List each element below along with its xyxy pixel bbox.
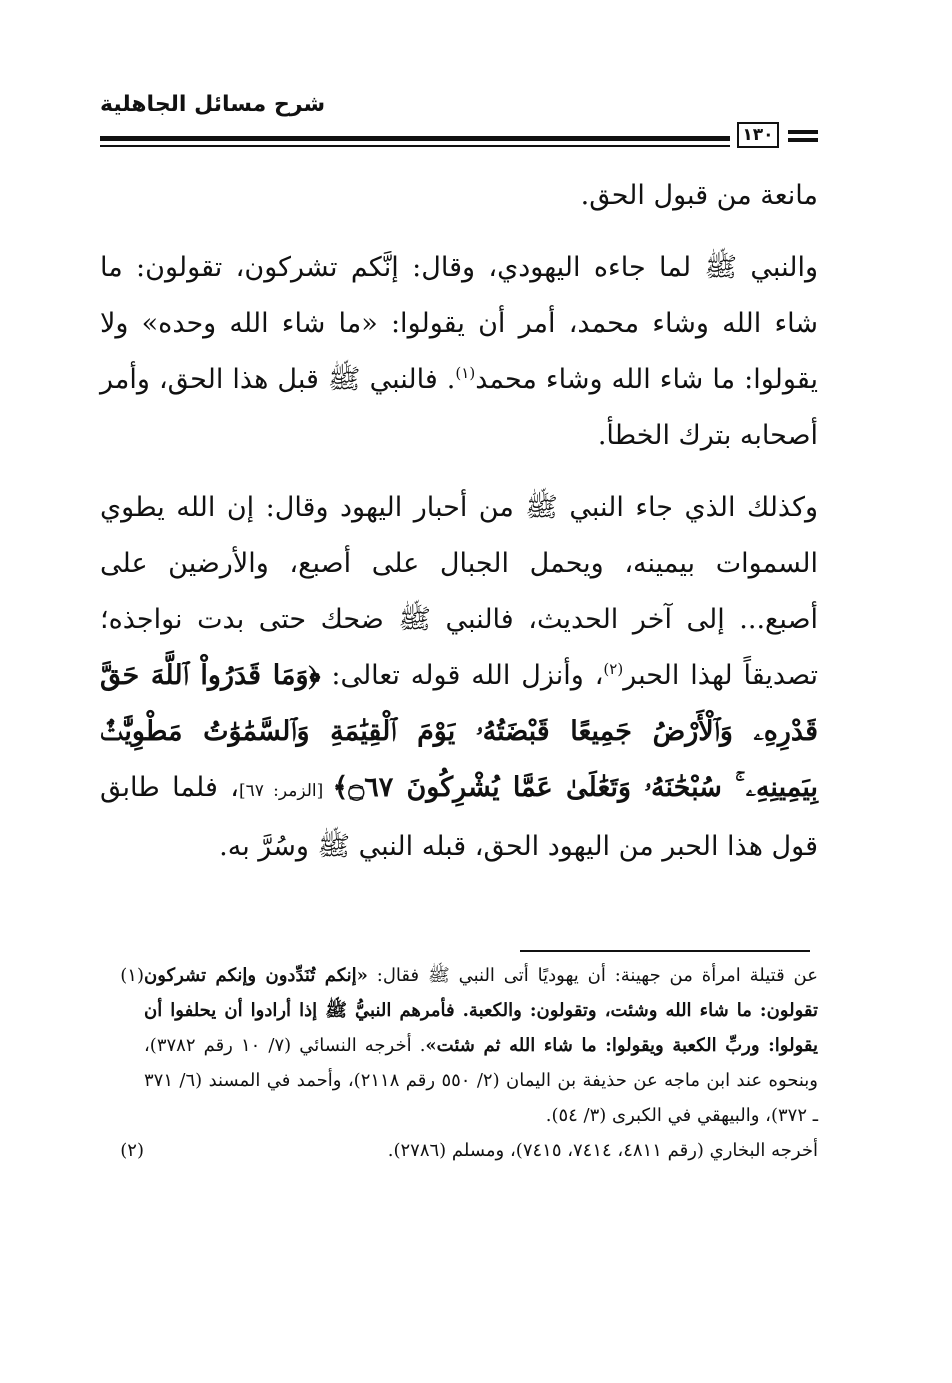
paragraph-3-text-a: وكذلك الذي جاء النبي ﷺ من أحبار اليهود وقال: إن الله يطوي السموات بيمينه، ويحمل الجبال على أصبع، والأرضين على أصبع... إلى آخر الحديث، فالنبي ﷺ ضحك حتى بدت نواجذه؛ تصديقاً لهذا الحبر [100,492,819,691]
footnote-ref-1[interactable]: (١) [455,364,476,382]
footnote-1-text-a: عن قتيلة امرأة من جهينة: أن يهوديًا أتى النبي ﷺ فقال: [367,965,818,986]
header-ornament-top [788,130,818,134]
footnote-1-text [144,958,818,1133]
footnote-separator [520,950,810,952]
footnote-2-number: (٢) [120,1140,144,1161]
header-ornament-bottom [788,138,818,142]
page-header [100,92,820,154]
paragraph-2-text-b: . فالنبي ﷺ قبل هذا الحق، وأمر أصحابه بترك الخطأ. [100,364,818,451]
paragraph-2-text-a: والنبي ﷺ لما جاءه اليهودي، وقال: إنَّكم تشركون، تقولون: ما شاء الله وشاء محمد، أمر أن يقولوا: «ما شاء الله وحده» ولا يقولوا: ما شاء الله وشاء محمد [100,252,818,395]
book-title: شرح مسائل الجاهلية [100,92,326,117]
footnote-1 [100,958,818,1133]
header-rule-thin [100,145,730,147]
paragraph-3 [100,480,818,875]
paragraph-1: مانعة من قبول الحق. [580,180,818,211]
paragraph-3-text-c: ، فلما طابق قول هذا الحبر من اليهود الحق، قبله النبي ﷺ وسُرَّ به. [100,772,818,862]
main-text [100,168,818,875]
footnote-2-text: أخرجه البخاري (رقم ٤٨١١، ٧٤١٤، ٧٤١٥)، ومسلم (٢٧٨٦). [387,1140,818,1161]
paragraph-3-text-b: ، وأنزل الله قوله تعالى: [320,660,604,691]
footnote-ref-2[interactable]: (٢) [603,660,624,678]
header-rule-thick [100,136,730,141]
footnote-1-text-c: . أخرجه النسائي (٧/ ١٠ رقم ٣٧٨٢)، وبنحوه عند ابن ماجه عن حذيفة بن اليمان (٢/ ٥٥٠ رقم ٢١١٨)، وأحمد في المسند (٦/ ٣٧١ ـ ٣٧٢)، والبيهقي في الكبرى (٣/ ٥٤). [144,1035,818,1126]
page-number: ١٣٠ [737,122,779,148]
quran-verse: ﴿وَمَا قَدَرُواْ ٱللَّهَ حَقَّ قَدْرِهِۦ وَٱلْأَرْضُ جَمِيعًا قَبْضَتُهُۥ يَوْمَ ٱلْقِيَٰمَةِ وَٱلسَّمَٰوَٰتُ مَطْوِيَّٰتٌۢ بِيَمِينِهِۦ ۚ سُبْحَٰنَهُۥ وَتَعَٰلَىٰ عَمَّا يُشْرِكُونَ ۝٦٧﴾ [100,660,818,803]
verse-citation: [الزمر: ٦٧] [239,781,333,801]
footnotes [100,958,818,1168]
paragraph-2 [100,240,818,464]
footnote-2 [100,1133,818,1168]
footnote-1-hadith: «إنكم تُنَدِّدون وإنكم تشركون تقولون: ما شاء الله وشئت، وتقولون: والكعبة. فأمرهم النبيُّ ﷺ إذا أرادوا أن يحلفوا أن يقولوا: وربِّ الكعبة ويقولوا: ما شاء الله ثم شئت» [144,965,818,1056]
footnote-1-number: (١) [120,965,144,986]
